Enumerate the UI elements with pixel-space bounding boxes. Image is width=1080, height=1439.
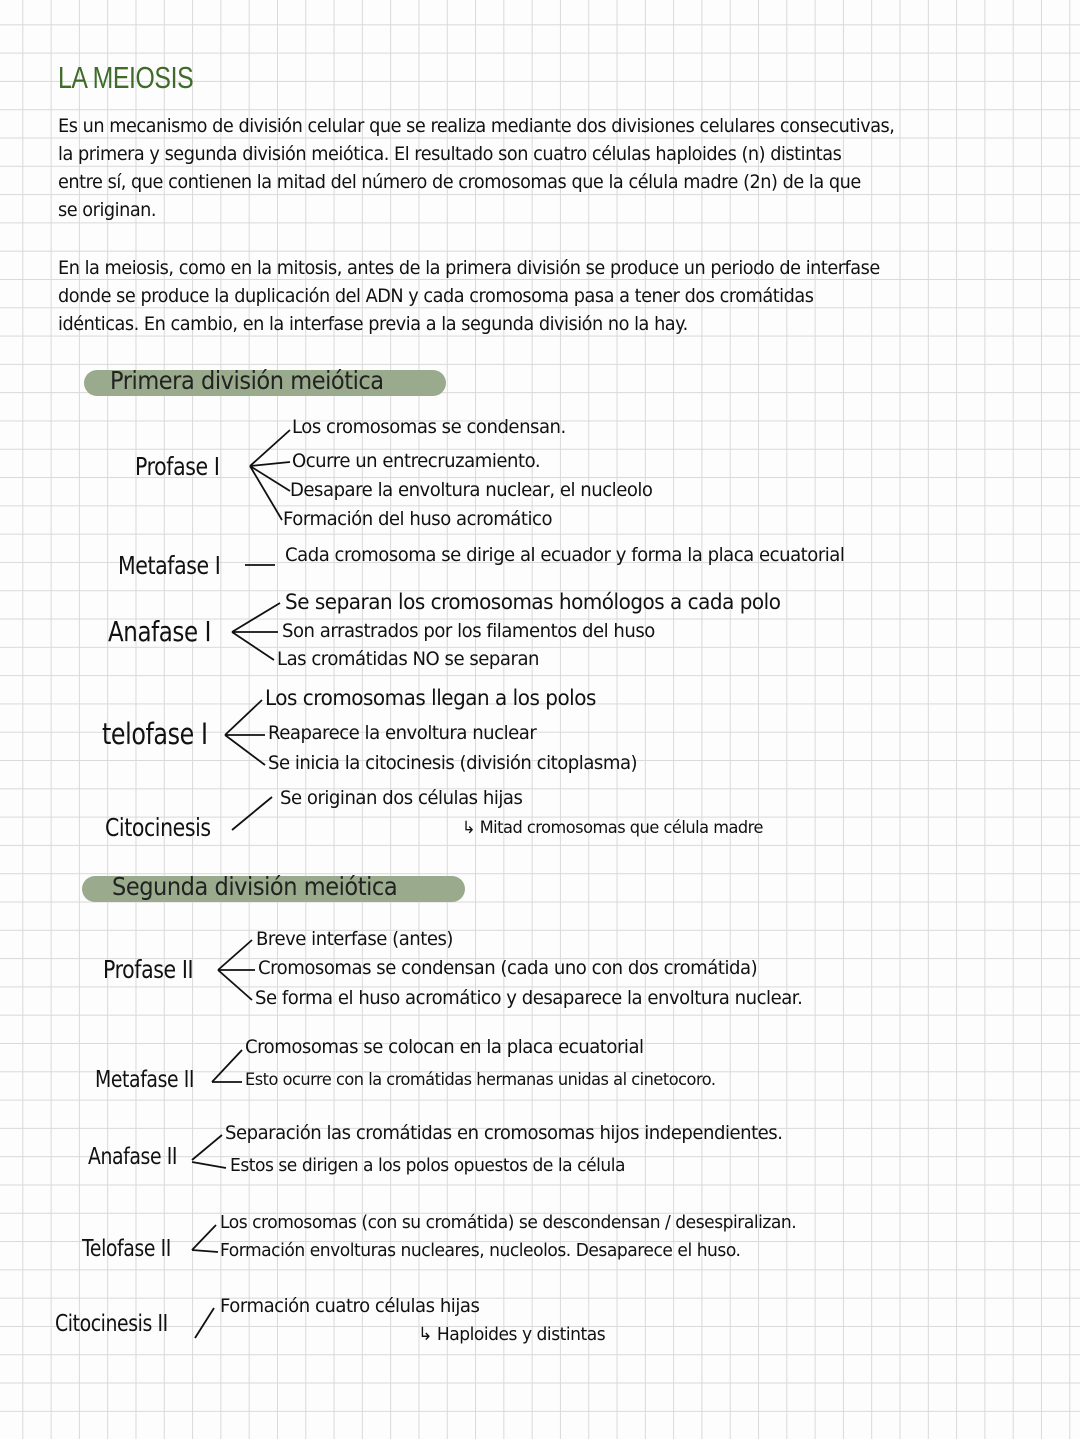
phase-label: Profase I bbox=[135, 452, 220, 481]
phase-item: Breve interfase (antes) bbox=[256, 928, 454, 950]
phase-label: Citocinesis II bbox=[55, 1311, 168, 1337]
intro-line: se originan. bbox=[58, 199, 157, 221]
intro-line: la primera y segunda división meiótica. El resultado son cuatro células haploides (n) distintas bbox=[58, 143, 842, 165]
phase-item: Son arrastrados por los filamentos del huso bbox=[282, 620, 655, 642]
bracket-profase-ii bbox=[218, 940, 255, 1000]
phase-item: Los cromosomas llegan a los polos bbox=[265, 686, 596, 710]
para2-line: donde se produce la duplicación del ADN y cada cromosoma pasa a tener dos cromátidas bbox=[58, 285, 814, 307]
phase-item: Separación las cromátidas en cromosomas hijos independientes. bbox=[225, 1122, 783, 1144]
phase-label: Metafase II bbox=[95, 1067, 195, 1093]
phase-item: Cada cromosoma se dirige al ecuador y forma la placa ecuatorial bbox=[285, 544, 845, 566]
phase-item: Se originan dos células hijas bbox=[280, 787, 523, 809]
phase-label: Profase II bbox=[103, 955, 194, 984]
phase-item: Formación del huso acromático bbox=[283, 508, 553, 530]
phase-item: Desapare la envoltura nuclear, el nucleolo bbox=[290, 479, 653, 501]
page-title: LA MEIOSIS bbox=[58, 60, 194, 95]
bracket-metafase-ii bbox=[212, 1050, 242, 1082]
phase-label: Citocinesis bbox=[105, 813, 211, 842]
phase-item: Se separan los cromosomas homólogos a cada polo bbox=[285, 590, 781, 614]
para2-line: En la meiosis, como en la mitosis, antes de la primera división se produce un periodo de interfase bbox=[58, 257, 880, 279]
phase-label: Anafase II bbox=[88, 1144, 178, 1170]
intro-line: entre sí, que contienen la mitad del número de cromosomas que la célula madre (2n) de la que bbox=[58, 171, 861, 193]
para2-line: idénticas. En cambio, en la interfase previa a la segunda división no la hay. bbox=[58, 313, 688, 335]
bracket-citocinesis-i bbox=[232, 797, 272, 830]
phase-item: Los cromosomas (con su cromátida) se descondensan / desespiralizan. bbox=[220, 1212, 797, 1233]
phase-label: Metafase I bbox=[118, 551, 221, 580]
bracket-anafase-ii bbox=[192, 1135, 226, 1168]
phase-item: Se inicia la citocinesis (división citoplasma) bbox=[268, 752, 638, 774]
intro-line: Es un mecanismo de división celular que se realiza mediante dos divisiones celulares consecutivas, bbox=[58, 115, 895, 137]
bracket-telofase-i bbox=[225, 700, 265, 765]
phase-item: Ocurre un entrecruzamiento. bbox=[292, 450, 541, 472]
phase-note: ↳ Mitad cromosomas que célula madre bbox=[462, 818, 763, 838]
phase-label: Telofase II bbox=[82, 1236, 171, 1262]
phase-item: Formación envolturas nucleares, nucleolos. Desaparece el huso. bbox=[220, 1240, 741, 1261]
phase-item: Cromosomas se condensan (cada uno con dos cromátida) bbox=[258, 957, 758, 979]
phase-item: Las cromátidas NO se separan bbox=[277, 648, 539, 670]
section-heading-second: Segunda división meiótica bbox=[112, 872, 398, 901]
phase-item: Los cromosomas se condensan. bbox=[292, 416, 566, 438]
phase-item: Esto ocurre con la cromátidas hermanas unidas al cinetocoro. bbox=[245, 1070, 716, 1090]
phase-item: Se forma el huso acromático y desaparece la envoltura nuclear. bbox=[255, 987, 803, 1009]
phase-item: Estos se dirigen a los polos opuestos de la célula bbox=[230, 1155, 626, 1176]
phase-label: Anafase I bbox=[108, 615, 211, 648]
bracket-telofase-ii bbox=[192, 1225, 218, 1252]
phase-note: ↳ Haploides y distintas bbox=[418, 1324, 606, 1345]
bracket-anafase-i bbox=[232, 603, 280, 660]
phase-item: Reaparece la envoltura nuclear bbox=[268, 722, 537, 744]
phase-label: telofase I bbox=[102, 717, 208, 751]
phase-item: Formación cuatro células hijas bbox=[220, 1295, 480, 1317]
bracket-citocinesis-ii bbox=[195, 1308, 214, 1338]
bracket-profase-i bbox=[250, 430, 290, 520]
phase-item: Cromosomas se colocan en la placa ecuatorial bbox=[245, 1036, 644, 1058]
section-heading-first: Primera división meiótica bbox=[110, 366, 384, 395]
